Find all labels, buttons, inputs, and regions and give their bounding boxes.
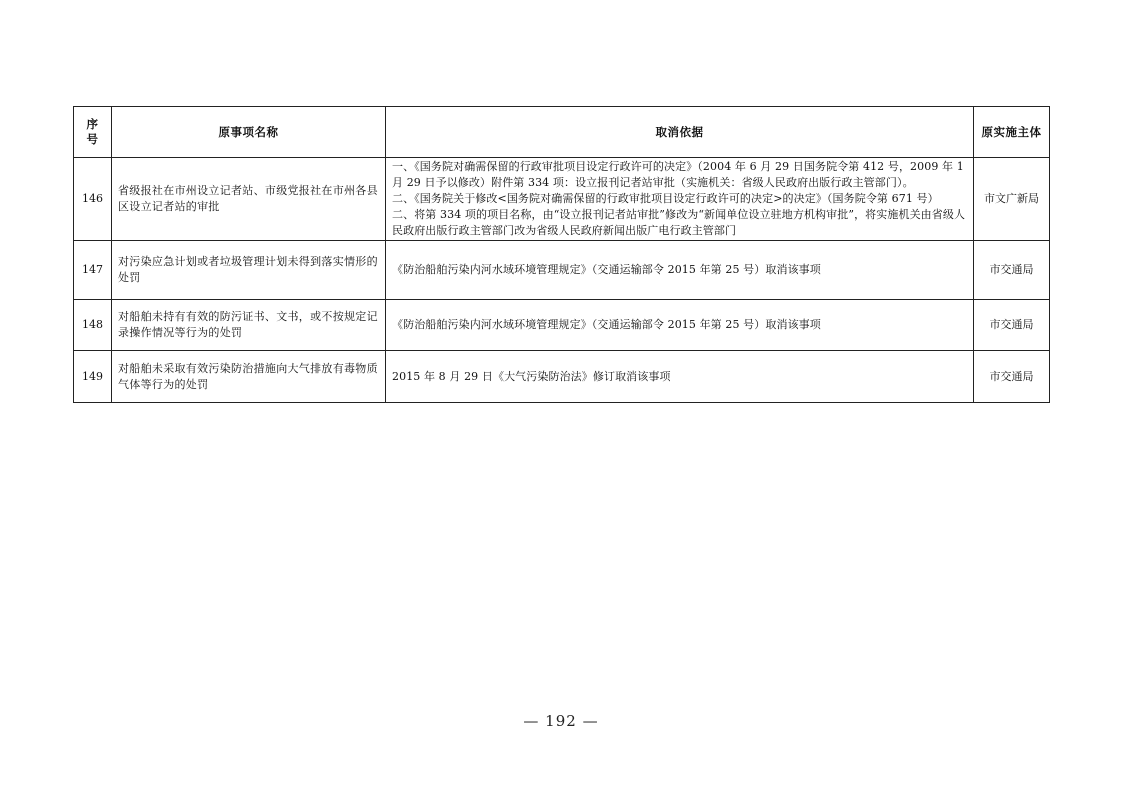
header-item-name: 原事项名称 <box>112 107 386 158</box>
cell-seq: 149 <box>74 351 112 403</box>
cell-item-name: 对船舶未持有有效的防污证书、文书，或不按规定记录操作情况等行为的处罚 <box>112 300 386 351</box>
table-row <box>74 158 1050 241</box>
basis-line: 一、《国务院对确需保留的行政审批项目设定行政许可的决定》（2004 年 6 月 29 日国务院令第 412 号，2009 年 1 月 29 日予以修改）附件第 334 项：设立报刊记者站审批（实施机关：省级人民政府出版行政主管部门）。 <box>392 160 964 189</box>
header-seq-top: 序 <box>86 117 99 131</box>
table-row <box>74 241 1050 300</box>
table-row <box>74 300 1050 351</box>
cell-seq: 147 <box>74 241 112 300</box>
basis-line: 二、将第 334 项的项目名称，由“设立报刊记者站审批”修改为“新闻单位设立驻地方机构审批”，将实施机关由省级人民政府出版行政主管部门改为省级人民政府新闻出版广电行政主管部门 <box>392 208 966 237</box>
table-header-row <box>74 107 1050 158</box>
cell-implementing-body: 市文广新局 <box>974 158 1050 241</box>
cell-item-name: 省级报社在市州设立记者站、市级党报社在市州各县区设立记者站的审批 <box>112 158 386 241</box>
cancelled-items-table <box>73 106 1050 403</box>
cell-seq: 146 <box>74 158 112 241</box>
header-cancel-basis: 取消依据 <box>386 107 974 158</box>
cell-implementing-body: 市交通局 <box>974 241 1050 300</box>
cell-implementing-body: 市交通局 <box>974 300 1050 351</box>
header-implementing-body: 原实施主体 <box>974 107 1050 158</box>
basis-line: 二、《国务院关于修改<国务院对确需保留的行政审批项目设定行政许可的决定>的决定》（国务院令第 671 号） <box>392 192 939 205</box>
header-seq-bottom: 号 <box>86 132 99 146</box>
header-seq <box>74 107 112 158</box>
cell-cancel-basis: 《防治船舶污染内河水域环境管理规定》（交通运输部令 2015 年第 25 号）取消该事项 <box>386 241 974 300</box>
cell-cancel-basis <box>386 158 974 241</box>
cell-implementing-body: 市交通局 <box>974 351 1050 403</box>
cell-item-name: 对船舶未采取有效污染防治措施向大气排放有毒物质气体等行为的处罚 <box>112 351 386 403</box>
page-number: — 192 — <box>523 712 599 730</box>
cell-cancel-basis: 2015 年 8 月 29 日《大气污染防治法》修订取消该事项 <box>386 351 974 403</box>
table-row <box>74 351 1050 403</box>
cell-item-name: 对污染应急计划或者垃圾管理计划未得到落实情形的处罚 <box>112 241 386 300</box>
cell-seq: 148 <box>74 300 112 351</box>
cell-cancel-basis: 《防治船舶污染内河水域环境管理规定》（交通运输部令 2015 年第 25 号）取消该事项 <box>386 300 974 351</box>
